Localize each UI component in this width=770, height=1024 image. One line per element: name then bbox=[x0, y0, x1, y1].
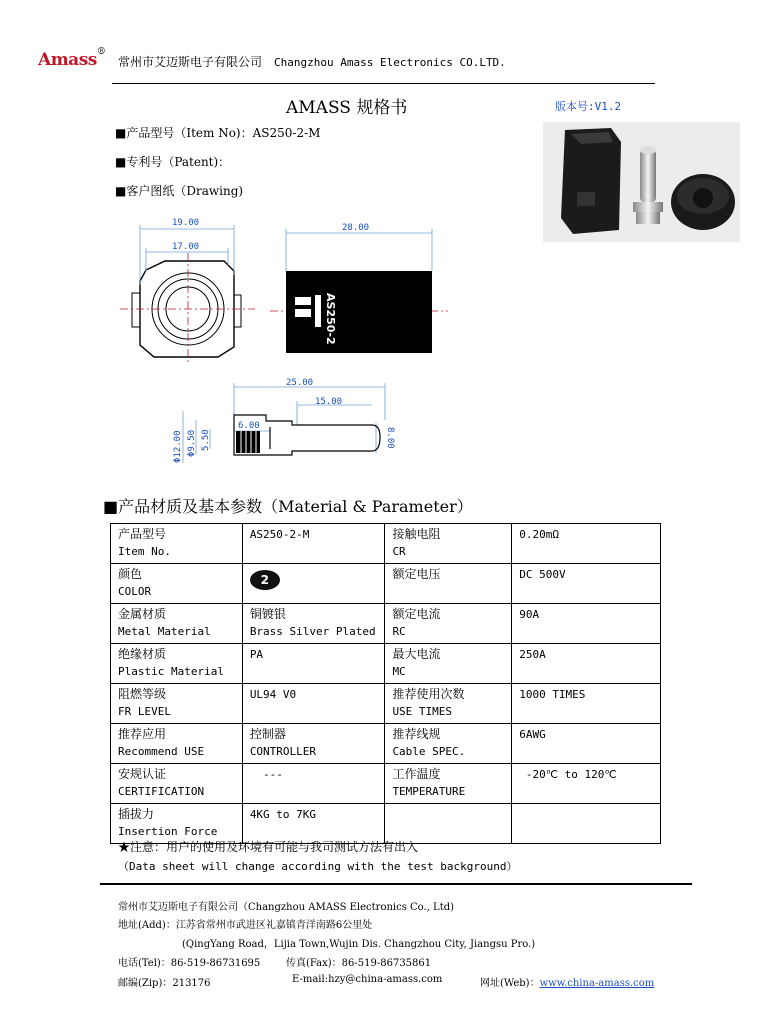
table-row bbox=[111, 604, 661, 644]
spec-title: AMASS 规格书 bbox=[286, 98, 408, 118]
version-label: 版本号:V1.2 bbox=[555, 100, 622, 113]
table-cell: -20℃ to 120℃ bbox=[512, 764, 661, 804]
disclaimer-zh: ★注意：用户的使用及环境有可能与我司测试方法有出入 bbox=[118, 840, 419, 854]
disclaimer-en: （Data sheet will change according with the test background） bbox=[118, 860, 518, 873]
table-cell: 1000 TIMES bbox=[512, 684, 661, 724]
table-cell: 控制器 CONTROLLER bbox=[242, 724, 385, 764]
table-cell: 金属材质 Metal Material bbox=[111, 604, 243, 644]
footer-zip: 邮编(Zip)：213176 bbox=[118, 978, 211, 989]
table-cell: 安规认证 CERTIFICATION bbox=[111, 764, 243, 804]
table-row bbox=[111, 684, 661, 724]
table-row bbox=[111, 644, 661, 684]
footer-web-label: 网址(Web)： bbox=[480, 978, 540, 989]
table-cell: 产品型号 Item No. bbox=[111, 524, 243, 564]
table-cell: 90A bbox=[512, 604, 661, 644]
dim-28: 28.00 bbox=[342, 223, 370, 233]
footer-address-en: (QingYang Road，Lijia Town,Wujin Dis. Changzhou City, Jiangsu Pro.) bbox=[182, 939, 536, 950]
dim-19: 19.00 bbox=[172, 218, 200, 228]
table-cell: 推荐使用次数 USE TIMES bbox=[385, 684, 512, 724]
parameter-table bbox=[110, 523, 661, 844]
website-link[interactable]: www.china-amass.com bbox=[539, 978, 655, 989]
dim-d12: Φ12.00 bbox=[173, 430, 183, 463]
table-cell: 额定电流 RC bbox=[385, 604, 512, 644]
material-section-title: ■产品材质及基本参数（Material & Parameter） bbox=[103, 497, 473, 516]
table-cell: 250A bbox=[512, 644, 661, 684]
table-cell: 4KG to 7KG bbox=[242, 804, 385, 844]
table-cell: 额定电压 bbox=[385, 564, 512, 604]
dim-6: 6.00 bbox=[238, 421, 260, 431]
table-cell: 阻燃等级 FR LEVEL bbox=[111, 684, 243, 724]
footer-address-zh: 地址(Add)：江苏省常州市武进区礼嘉镇青洋南路6公里处 bbox=[118, 920, 373, 931]
patent-number: ■专利号（Patent)： bbox=[115, 155, 231, 169]
header-divider bbox=[112, 83, 655, 84]
dim-d9: Φ9.50 bbox=[187, 429, 197, 457]
table-row bbox=[111, 724, 661, 764]
table-cell: 绝缘材质 Plastic Material bbox=[111, 644, 243, 684]
part-mark: AS250-2 bbox=[324, 293, 337, 345]
table-cell bbox=[512, 804, 661, 844]
footer-divider bbox=[100, 883, 692, 885]
company-name bbox=[118, 53, 506, 70]
color-code-badge: 2 bbox=[250, 570, 280, 590]
technical-drawing bbox=[110, 205, 450, 475]
table-cell: PA bbox=[242, 644, 385, 684]
dim-8: 8.00 bbox=[385, 427, 395, 449]
table-row bbox=[111, 764, 661, 804]
table-cell bbox=[242, 564, 385, 604]
table-cell: DC 500V bbox=[512, 564, 661, 604]
dim-5: 5.50 bbox=[201, 429, 211, 451]
company-name-en: Changzhou Amass Electronics CO.LTD. bbox=[274, 56, 506, 69]
dim-25: 25.00 bbox=[286, 378, 314, 388]
footer-web bbox=[480, 974, 654, 989]
table-cell: 推荐线规 Cable SPEC. bbox=[385, 724, 512, 764]
table-cell: 插拔力 Insertion Force bbox=[111, 804, 243, 844]
table-cell: 铜镀银 Brass Silver Plated bbox=[242, 604, 385, 644]
footer-company: 常州市艾迈斯电子有限公司（Changzhou AMASS Electronics Co., Ltd) bbox=[118, 902, 455, 913]
table-cell: 接触电阻 CR bbox=[385, 524, 512, 564]
table-cell: --- bbox=[242, 764, 385, 804]
table-cell: 颜色 COLOR bbox=[111, 564, 243, 604]
company-logo: Amass® bbox=[38, 47, 106, 70]
table-cell: 最大电流 MC bbox=[385, 644, 512, 684]
table-cell: 推荐应用 Recommend USE bbox=[111, 724, 243, 764]
dim-17: 17.00 bbox=[172, 242, 200, 252]
table-row bbox=[111, 524, 661, 564]
table-cell: 0.20mΩ bbox=[512, 524, 661, 564]
drawing-heading: ■客户图纸（Drawing) bbox=[115, 184, 244, 198]
dim-15: 15.00 bbox=[315, 397, 343, 407]
footer-tel: 电话(Tel)：86-519-86731695 bbox=[118, 958, 261, 969]
product-photo bbox=[543, 122, 740, 242]
company-name-zh: 常州市艾迈斯电子有限公司 bbox=[118, 55, 263, 69]
table-cell: 6AWG bbox=[512, 724, 661, 764]
table-cell: AS250-2-M bbox=[242, 524, 385, 564]
footer-fax: 传真(Fax)：86-519-86735861 bbox=[286, 958, 432, 969]
table-row bbox=[111, 564, 661, 604]
footer-email: E-mail:hzy@china-amass.com bbox=[292, 974, 443, 985]
table-cell: 工作温度 TEMPERATURE bbox=[385, 764, 512, 804]
table-cell: UL94 V0 bbox=[242, 684, 385, 724]
item-number: ■产品型号（Item No)：AS250-2-M bbox=[115, 126, 321, 140]
